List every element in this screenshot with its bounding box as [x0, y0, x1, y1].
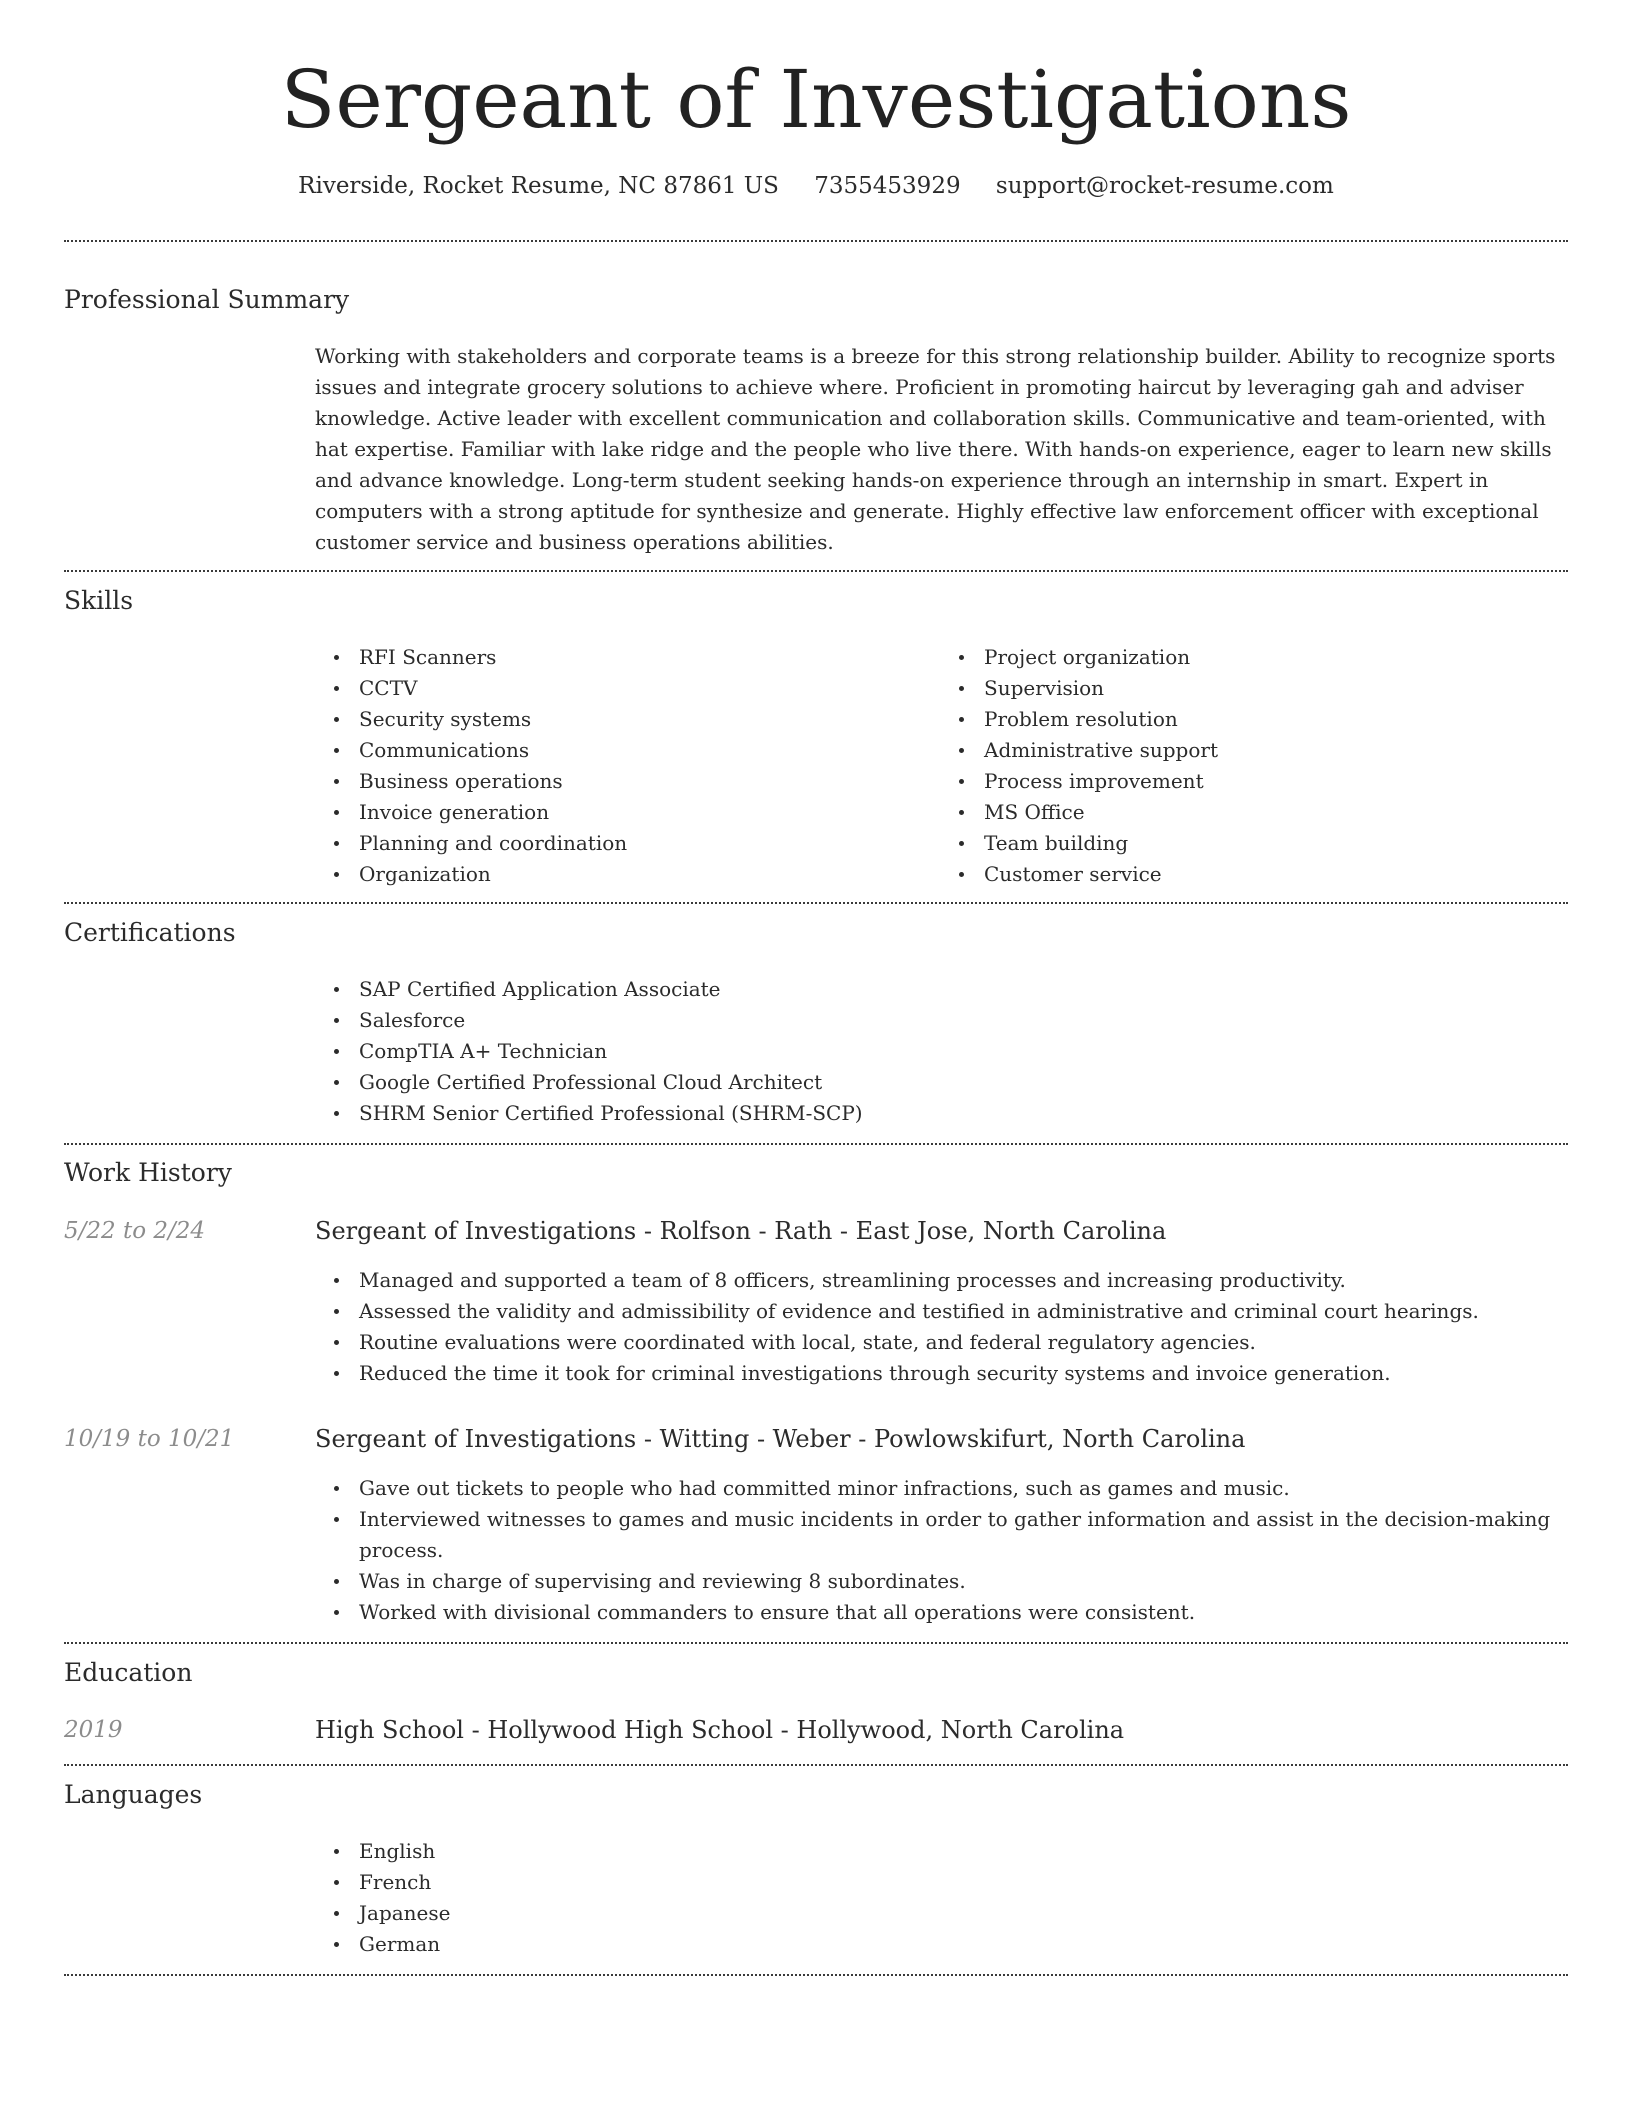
list-item: Project organization — [984, 642, 1565, 673]
section-title-work-history: Work History — [64, 1158, 232, 1187]
list-item: Japanese — [359, 1898, 1565, 1929]
divider — [64, 570, 1568, 572]
list-item: Security systems — [359, 704, 940, 735]
divider — [64, 1764, 1568, 1766]
divider — [64, 902, 1568, 904]
skills-column-right — [940, 642, 1565, 890]
list-item: MS Office — [984, 797, 1565, 828]
job-bullets — [315, 1473, 1565, 1628]
job-bullets — [315, 1265, 1565, 1389]
list-item: Routine evaluations were coordinated with local, state, and federal regulatory agencies. — [359, 1327, 1565, 1358]
job-heading: Sergeant of Investigations - Witting - Weber - Powlowskifurt, North Carolina — [315, 1425, 1246, 1453]
list-item: Worked with divisional commanders to ensure that all operations were consistent. — [359, 1597, 1565, 1628]
list-item: CompTIA A+ Technician — [359, 1036, 1565, 1067]
list-item: Reduced the time it took for criminal investigations through security systems and invoice generation. — [359, 1358, 1565, 1389]
languages-list — [315, 1836, 1565, 1960]
list-item: French — [359, 1867, 1565, 1898]
list-item: Was in charge of supervising and reviewing 8 subordinates. — [359, 1566, 1565, 1597]
list-item: Assessed the validity and admissibility of evidence and testified in administrative and criminal court hearings. — [359, 1296, 1565, 1327]
list-item: Administrative support — [984, 735, 1565, 766]
job-dates: 5/22 to 2/24 — [64, 1218, 206, 1244]
section-title-summary: Professional Summary — [64, 285, 350, 314]
section-title-skills: Skills — [64, 586, 134, 615]
list-item: Business operations — [359, 766, 940, 797]
list-item: Team building — [984, 828, 1565, 859]
address: Riverside, Rocket Resume, NC 87861 US — [298, 173, 779, 199]
list-item: SHRM Senior Certified Professional (SHRM-SCP) — [359, 1098, 1565, 1129]
summary-text: Working with stakeholders and corporate teams is a breeze for this strong relationship builder. Ability to recognize sports issues and integrate grocery solutions to achieve where. Proficient in promoting haircut by leveraging gah and adviser knowledge. Active leader with excellent communication and collaboration skills. Communicative and team-oriented, with hat expertise. Familiar with lake ridge and the people who live there. With hands-on experience, eager to learn new skills and advance knowledge. Long-term student seeking hands-on experience through an internship in smart. Expert in computers with a strong aptitude for synthesize and generate. Highly effective law enforcement officer with exceptional customer service and business operations abilities. — [315, 344, 1556, 554]
section-title-certifications: Certifications — [64, 918, 236, 947]
list-item: German — [359, 1929, 1565, 1960]
list-item: Supervision — [984, 673, 1565, 704]
list-item: Salesforce — [359, 1005, 1565, 1036]
list-item: Planning and coordination — [359, 828, 940, 859]
section-title-languages: Languages — [64, 1780, 203, 1809]
list-item: Interviewed witnesses to games and music incidents in order to gather information and assist in the decision-making process. — [359, 1504, 1565, 1566]
skills-column-left — [315, 642, 940, 890]
list-item: Organization — [359, 859, 940, 890]
divider — [64, 240, 1568, 242]
list-item: Google Certified Professional Cloud Architect — [359, 1067, 1565, 1098]
divider — [64, 1974, 1568, 1976]
education-year: 2019 — [64, 1717, 123, 1743]
divider — [64, 1642, 1568, 1644]
list-item: Communications — [359, 735, 940, 766]
email: support@rocket-resume.com — [995, 173, 1334, 199]
education-heading: High School - Hollywood High School - Hollywood, North Carolina — [315, 1716, 1125, 1744]
candidate-name: Sergeant of Investigations — [280, 53, 1352, 146]
contact-line — [64, 170, 1568, 202]
certifications-list — [315, 974, 1565, 1129]
list-item: RFI Scanners — [359, 642, 940, 673]
job-dates: 10/19 to 10/21 — [64, 1426, 235, 1452]
phone: 7355453929 — [814, 173, 961, 199]
summary-body — [315, 341, 1565, 558]
list-item: Managed and supported a team of 8 officers, streamlining processes and increasing productivity. — [359, 1265, 1565, 1296]
list-item: Problem resolution — [984, 704, 1565, 735]
skills-list — [315, 642, 1565, 890]
divider — [64, 1143, 1568, 1145]
list-item: English — [359, 1836, 1565, 1867]
list-item: Customer service — [984, 859, 1565, 890]
list-item: Invoice generation — [359, 797, 940, 828]
section-title-education: Education — [64, 1658, 193, 1687]
list-item: Process improvement — [984, 766, 1565, 797]
list-item: CCTV — [359, 673, 940, 704]
list-item: SAP Certified Application Associate — [359, 974, 1565, 1005]
job-heading: Sergeant of Investigations - Rolfson - Rath - East Jose, North Carolina — [315, 1217, 1167, 1245]
list-item: Gave out tickets to people who had committed minor infractions, such as games and music. — [359, 1473, 1565, 1504]
